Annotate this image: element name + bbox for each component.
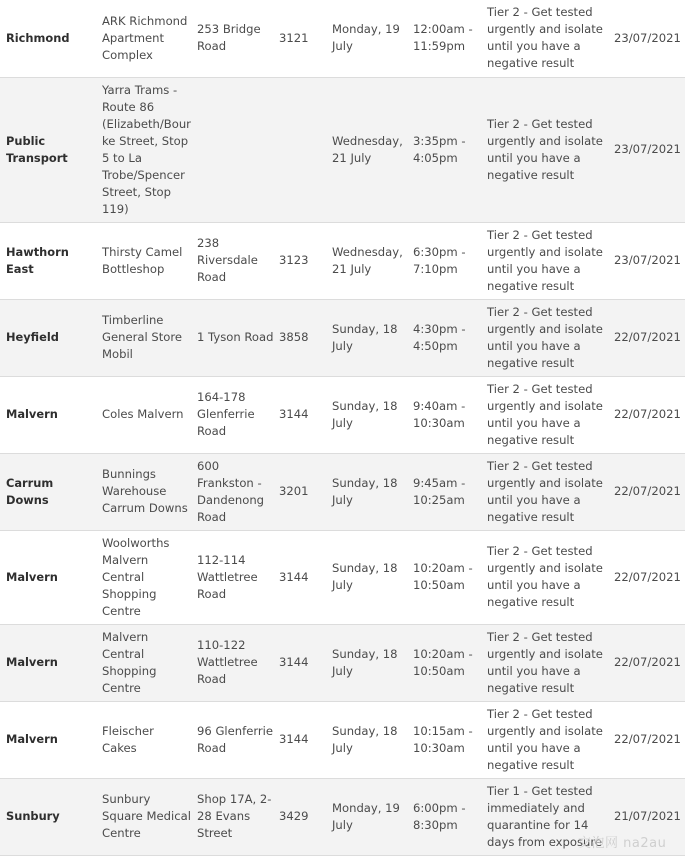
street-address-cell: 164-178 Glenferrie Road [192,376,275,453]
site-name-cell: Malvern Central Shopping Centre [97,624,192,701]
table-row [0,222,685,299]
postcode-cell [275,77,328,222]
exposure-time-cell: 9:40am - 10:30am [408,376,482,453]
site-name-cell: Timberline General Store Mobil [97,299,192,376]
street-address-cell: 1 Tyson Road [192,299,275,376]
exposure-time-cell: 4:30pm - 4:50pm [408,299,482,376]
exposure-time-cell: 6:00pm - 8:30pm [408,778,482,855]
health-advice-cell: Tier 2 - Get tested urgently and isolate until you have a negative result [482,701,608,778]
health-advice-cell: Tier 2 - Get tested urgently and isolate until you have a negative result [482,453,608,530]
exposure-date-cell: Monday, 19 July [328,0,408,77]
table-row [0,299,685,376]
health-advice-cell: Tier 2 - Get tested urgently and isolate until you have a negative result [482,299,608,376]
site-name-cell: Bunnings Warehouse Carrum Downs [97,453,192,530]
date-added-cell: 23/07/2021 [608,0,685,77]
street-address-cell: Shop 17A, 2-28 Evans Street [192,778,275,855]
suburb-cell: Heyfield [0,299,97,376]
site-name-cell: Fleischer Cakes [97,701,192,778]
street-address-cell: 110-122 Wattletree Road [192,624,275,701]
postcode-cell: 3858 [275,299,328,376]
suburb-cell: Malvern [0,701,97,778]
exposure-time-cell: 10:15am - 10:30am [408,701,482,778]
postcode-cell: 3144 [275,376,328,453]
postcode-cell: 3144 [275,530,328,624]
exposure-date-cell: Sunday, 18 July [328,624,408,701]
street-address-cell: 600 Frankston - Dandenong Road [192,453,275,530]
table-row [0,0,685,77]
date-added-cell: 22/07/2021 [608,701,685,778]
table-row [0,530,685,624]
date-added-cell: 22/07/2021 [608,624,685,701]
exposure-time-cell: 6:30pm - 7:10pm [408,222,482,299]
exposure-time-cell: 3:35pm - 4:05pm [408,77,482,222]
street-address-cell: 112-114 Wattletree Road [192,530,275,624]
table-row [0,624,685,701]
street-address-cell: 238 Riversdale Road [192,222,275,299]
postcode-cell: 3123 [275,222,328,299]
health-advice-cell: Tier 2 - Get tested urgently and isolate until you have a negative result [482,222,608,299]
site-name-cell: ARK Richmond Apartment Complex [97,0,192,77]
health-advice-cell: Tier 2 - Get tested urgently and isolate until you have a negative result [482,77,608,222]
postcode-cell: 3144 [275,701,328,778]
date-added-cell: 21/07/2021 [608,778,685,855]
table-row [0,376,685,453]
suburb-cell: Malvern [0,624,97,701]
suburb-cell: Public Transport [0,77,97,222]
suburb-cell: Malvern [0,376,97,453]
table-row [0,453,685,530]
postcode-cell: 3144 [275,624,328,701]
date-added-cell: 23/07/2021 [608,222,685,299]
health-advice-cell: Tier 2 - Get tested urgently and isolate until you have a negative result [482,0,608,77]
exposure-time-cell: 10:20am - 10:50am [408,624,482,701]
health-advice-cell: Tier 2 - Get tested urgently and isolate until you have a negative result [482,530,608,624]
date-added-cell: 22/07/2021 [608,530,685,624]
site-name-cell: Yarra Trams - Route 86 (Elizabeth/Bourke Street, Stop 5 to La Trobe/Spencer Street, Stop 119) [97,77,192,222]
suburb-cell: Sunbury [0,778,97,855]
postcode-cell: 3429 [275,778,328,855]
exposure-date-cell: Wednesday, 21 July [328,222,408,299]
street-address-cell: 96 Glenferrie Road [192,701,275,778]
exposure-date-cell: Sunday, 18 July [328,299,408,376]
exposure-date-cell: Sunday, 18 July [328,530,408,624]
health-advice-cell: Tier 2 - Get tested urgently and isolate until you have a negative result [482,376,608,453]
exposure-time-cell: 9:45am - 10:25am [408,453,482,530]
site-name-cell: Sunbury Square Medical Centre [97,778,192,855]
suburb-cell: Malvern [0,530,97,624]
table-row [0,701,685,778]
suburb-cell: Richmond [0,0,97,77]
watermark-text: 交泡网 na2au [578,836,667,851]
postcode-cell: 3121 [275,0,328,77]
street-address-cell: 253 Bridge Road [192,0,275,77]
suburb-cell: Carrum Downs [0,453,97,530]
exposure-date-cell: Monday, 19 July [328,778,408,855]
health-advice-cell: Tier 1 - Get tested immediately and quarantine for 14 days from exposure [482,778,608,855]
street-address-cell [192,77,275,222]
suburb-cell: Hawthorn East [0,222,97,299]
exposure-date-cell: Sunday, 18 July [328,453,408,530]
health-advice-cell: Tier 2 - Get tested urgently and isolate until you have a negative result [482,624,608,701]
exposure-date-cell: Wednesday, 21 July [328,77,408,222]
date-added-cell: 23/07/2021 [608,77,685,222]
date-added-cell: 22/07/2021 [608,299,685,376]
site-name-cell: Woolworths Malvern Central Shopping Centre [97,530,192,624]
site-name-cell: Coles Malvern [97,376,192,453]
exposure-date-cell: Sunday, 18 July [328,376,408,453]
exposure-time-cell: 12:00am - 11:59pm [408,0,482,77]
postcode-cell: 3201 [275,453,328,530]
date-added-cell: 22/07/2021 [608,453,685,530]
date-added-cell: 22/07/2021 [608,376,685,453]
table-row [0,77,685,222]
site-name-cell: Thirsty Camel Bottleshop [97,222,192,299]
exposure-time-cell: 10:20am - 10:50am [408,530,482,624]
exposure-date-cell: Sunday, 18 July [328,701,408,778]
